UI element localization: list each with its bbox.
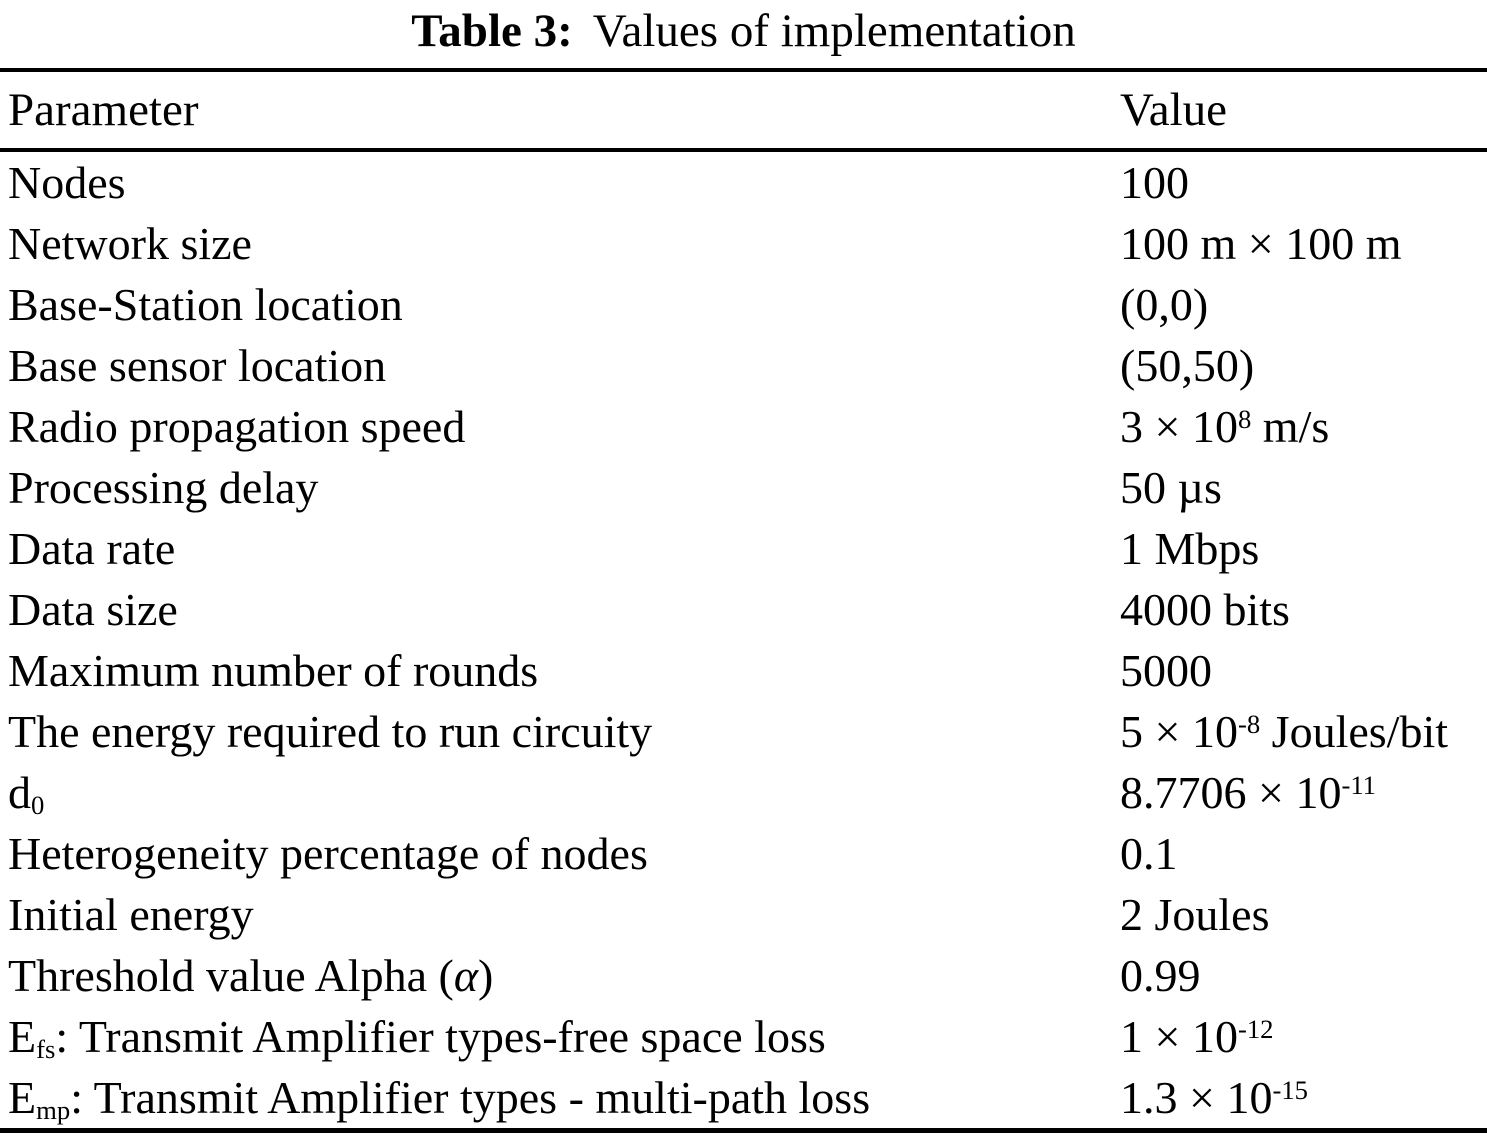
text-segment: Maximum number of rounds	[8, 645, 539, 696]
text-segment: -8	[1237, 709, 1261, 740]
text-segment: 2 Joules	[1120, 889, 1270, 940]
header-value: Value	[1120, 84, 1228, 136]
parameter-cell	[0, 1010, 1120, 1063]
text-segment: 3 × 10	[1120, 401, 1238, 452]
text-segment: : Transmit Amplifier types-free space loss	[55, 1011, 826, 1062]
text-segment: Threshold value Alpha (	[8, 950, 454, 1001]
text-segment: E	[8, 1011, 37, 1062]
parameter-cell	[0, 766, 1120, 819]
parameter-cell	[0, 278, 1120, 331]
table-row	[0, 274, 1487, 335]
value-cell	[1120, 278, 1487, 331]
parameter-cell	[0, 827, 1120, 880]
text-segment: 1.3 × 10	[1120, 1072, 1273, 1123]
value-cell	[1120, 461, 1487, 514]
table-row	[0, 396, 1487, 457]
value-cell	[1120, 583, 1487, 636]
text-segment: Nodes	[8, 157, 126, 208]
text-segment: 5 × 10	[1120, 706, 1238, 757]
table-row	[0, 823, 1487, 884]
value-cell	[1120, 400, 1487, 453]
text-segment: m/s	[1251, 401, 1330, 452]
table-caption: Values of implementation	[592, 5, 1076, 57]
text-segment: Network size	[8, 218, 252, 269]
text-segment: Initial energy	[8, 889, 254, 940]
value-cell	[1120, 888, 1487, 941]
value-cell	[1120, 949, 1487, 1002]
table-row	[0, 701, 1487, 762]
text-segment: )	[477, 950, 494, 1001]
parameter-cell	[0, 461, 1120, 514]
table-row	[0, 945, 1487, 1006]
table-header-row	[0, 72, 1487, 148]
value-cell	[1120, 522, 1487, 575]
table-row	[0, 457, 1487, 518]
value-cell	[1120, 827, 1487, 880]
table-row	[0, 884, 1487, 945]
table-body	[0, 152, 1487, 1128]
table-row	[0, 1006, 1487, 1067]
table-row	[0, 579, 1487, 640]
value-cell	[1120, 339, 1487, 392]
table-row	[0, 213, 1487, 274]
text-segment: α	[453, 950, 478, 1001]
table-row	[0, 762, 1487, 823]
text-segment: (50,50)	[1120, 340, 1255, 391]
parameter-cell	[0, 644, 1120, 697]
text-segment: Data size	[8, 584, 178, 635]
parameter-cell	[0, 400, 1120, 453]
value-cell	[1120, 156, 1487, 209]
text-segment: 4000 bits	[1120, 584, 1290, 635]
parameter-cell	[0, 156, 1120, 209]
text-segment: fs	[36, 1033, 56, 1064]
text-segment: Data rate	[8, 523, 176, 574]
value-cell	[1120, 1071, 1487, 1124]
parameter-cell	[0, 522, 1120, 575]
value-cell	[1120, 705, 1487, 758]
value-cell	[1120, 644, 1487, 697]
parameter-cell	[0, 339, 1120, 392]
value-cell	[1120, 766, 1487, 819]
text-segment: -11	[1341, 770, 1377, 801]
text-segment: 1 × 10	[1120, 1011, 1238, 1062]
text-segment: Processing delay	[8, 462, 319, 513]
text-segment: (0,0)	[1120, 279, 1209, 330]
text-segment: : Transmit Amplifier types - multi-path loss	[70, 1072, 871, 1123]
table-row	[0, 518, 1487, 579]
text-segment: E	[8, 1072, 37, 1123]
text-segment: 5000	[1120, 645, 1212, 696]
table-row	[0, 640, 1487, 701]
header-parameter: Parameter	[8, 84, 199, 136]
parameter-cell	[0, 583, 1120, 636]
value-cell	[1120, 1010, 1487, 1063]
text-segment: -12	[1237, 1014, 1274, 1045]
table-row	[0, 152, 1487, 213]
text-segment: Base-Station location	[8, 279, 403, 330]
text-segment: Joules/bit	[1260, 706, 1449, 757]
text-segment: 50 µs	[1120, 462, 1222, 513]
text-segment: 100 m × 100 m	[1120, 218, 1402, 269]
value-cell	[1120, 217, 1487, 270]
text-segment: 100	[1120, 157, 1189, 208]
text-segment: 0.1	[1120, 828, 1178, 879]
bottom-rule	[0, 1128, 1487, 1133]
text-segment: 0	[31, 789, 45, 820]
text-segment: 0.99	[1120, 950, 1201, 1001]
text-segment: d	[8, 767, 31, 818]
text-segment: 8.7706 × 10	[1120, 767, 1342, 818]
table-title	[0, 0, 1487, 62]
table-row	[0, 1067, 1487, 1128]
parameter-cell	[0, 888, 1120, 941]
parameter-cell	[0, 949, 1120, 1002]
parameter-cell	[0, 217, 1120, 270]
text-segment: Base sensor location	[8, 340, 387, 391]
parameter-cell	[0, 705, 1120, 758]
text-segment: mp	[36, 1094, 71, 1125]
text-segment: Radio propagation speed	[8, 401, 466, 452]
text-segment: Heterogeneity percentage of nodes	[8, 828, 648, 879]
table-row	[0, 335, 1487, 396]
text-segment: 1 Mbps	[1120, 523, 1260, 574]
text-segment: -15	[1272, 1075, 1309, 1106]
table-number-label: Table 3:	[411, 5, 573, 57]
text-segment: The energy required to run circuity	[8, 706, 653, 757]
text-segment: 8	[1237, 404, 1252, 435]
parameter-cell	[0, 1071, 1120, 1124]
